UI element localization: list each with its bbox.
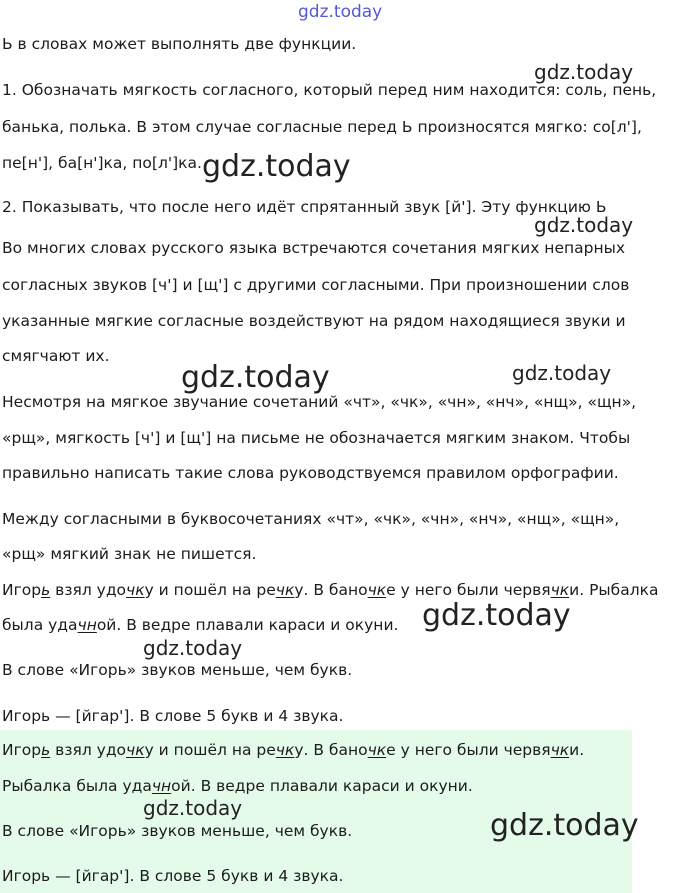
watermark: gdz.today (298, 2, 383, 22)
text-line: «рщ», мягкость [ч'] и [щ'] на письме не обозначается мягким знаком. Чтобы (2, 429, 631, 447)
text-line: 1. Обозначать мягкость согласного, который перед ним находится: соль, пень, (2, 81, 657, 99)
text-line: В слове «Игорь» звуков меньше, чем букв. (2, 822, 353, 840)
text-line: банька, полька. В этом случае согласные перед Ь произносятся мягко: со[л'], (2, 118, 642, 136)
text-line: Ь в словах может выполнять две функции. (2, 35, 357, 53)
text-line: Игорь — [йгар']. В слове 5 букв и 4 звука. (2, 867, 344, 885)
text-line: правильно написать такие слова руководствуемся правилом орфографии. (2, 464, 619, 482)
watermark: gdz.today (181, 360, 330, 395)
text-line: указанные мягкие согласные воздействуют на рядом находящиеся звуки и (2, 312, 626, 330)
text-line: В слове «Игорь» звуков меньше, чем букв. (2, 661, 353, 679)
watermark: gdz.today (512, 361, 612, 385)
text-line: Несмотря на мягкое звучание сочетаний «чт», «чк», «чн», «нч», «нщ», «щн», (2, 393, 637, 411)
text-line: Игорь — [йгар']. В слове 5 букв и 4 звука. (2, 707, 344, 725)
watermark: gdz.today (143, 796, 243, 820)
example-line: была удачной. В ведре плавали караси и окуни. (2, 616, 399, 634)
example-line: Рыбалка была удачной. В ведре плавали караси и окуни. (2, 777, 473, 795)
text-line: «рщ» мягкий знак не пишется. (2, 545, 257, 563)
watermark: gdz.today (490, 808, 639, 843)
example-line: Игорь взял удочку и пошёл на речку. В баночке у него были червячки. Рыбалка (2, 581, 659, 599)
watermark: gdz.today (534, 213, 634, 237)
text-line: 2. Показывать, что после него идёт спрятанный звук [й']. Эту функцию Ь (2, 198, 607, 216)
text-line: смягчают их. (2, 347, 110, 365)
watermark: gdz.today (422, 598, 571, 633)
text-line: согласных звуков [ч'] и [щ'] с другими согласными. При произношении слов (2, 276, 630, 294)
example-line: Игорь взял удочку и пошёл на речку. В баночке у него были червячки. (2, 741, 585, 759)
text-line: Между согласными в буквосочетаниях «чт», «чк», «чн», «нч», «нщ», «щн», (2, 510, 620, 528)
text-line: Во многих словах русского языка встречаются сочетания мягких непарных (2, 239, 625, 257)
watermark: gdz.today (534, 60, 634, 84)
watermark: gdz.today (143, 636, 243, 660)
watermark: gdz.today (202, 149, 351, 184)
text-line: пе[н'], ба[н']ка, по[л']ка. (2, 154, 202, 172)
